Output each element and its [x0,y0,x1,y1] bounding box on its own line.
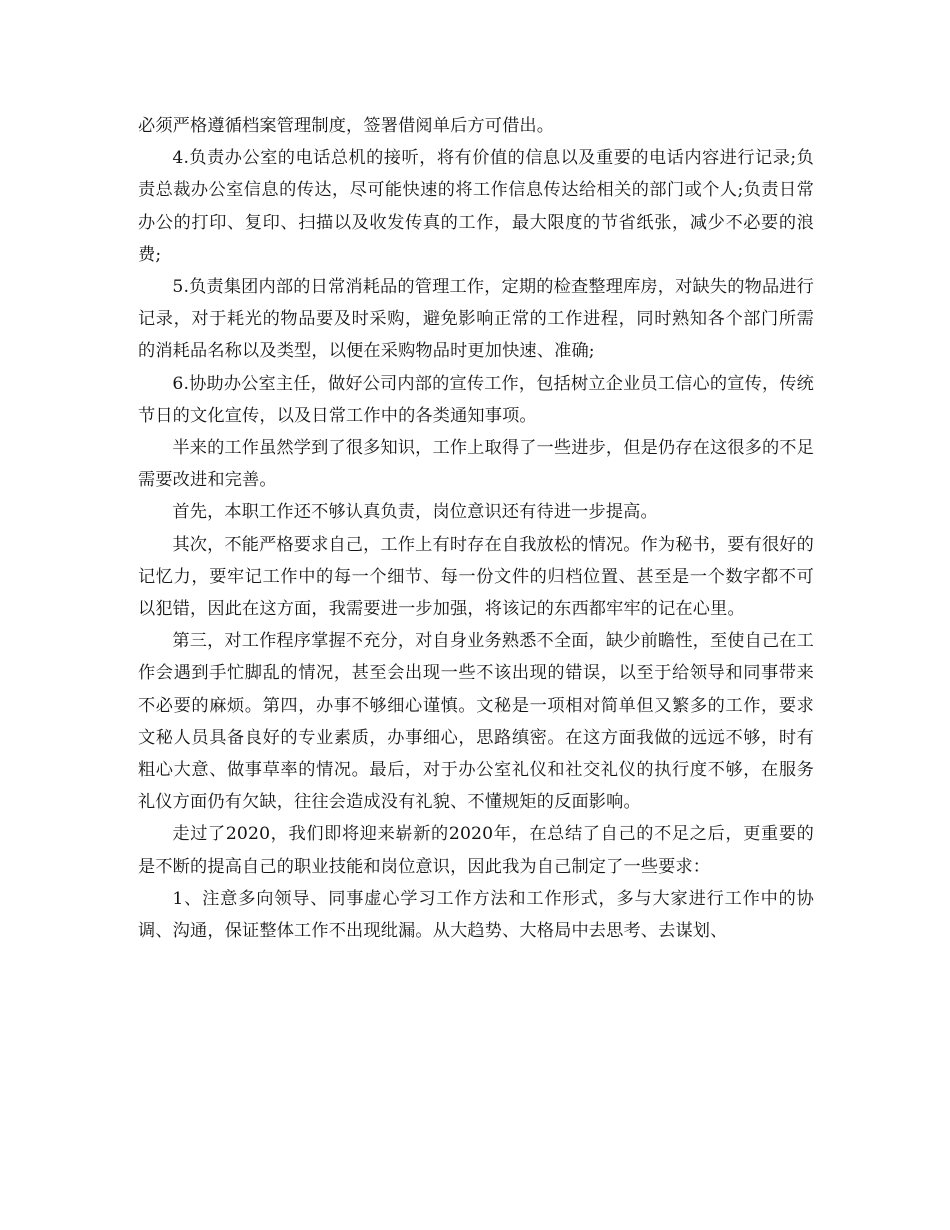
paragraph-item-4: 4.负责办公室的电话总机的接听，将有价值的信息以及重要的电话内容进行记录;负责总裁办公室信息的传达，尽可能快速的将工作信息传达给相关的部门或个人;负责日常办公的打印、复印、扫描以及收发传真的工作，最大限度的节省纸张，减少不必要的浪费; [138,148,814,265]
paragraph-third: 第三，对工作程序掌握不充分，对自身业务熟悉不全面，缺少前瞻性，至使自己在工作会遇到手忙脚乱的情况，甚至会出现一些不该出现的错误，以至于给领导和同事带来不必要的麻烦。第四，办事不够细心谨慎。文秘是一项相对简单但又繁多的工作，要求文秘人员具备良好的专业素质，办事细心，思路缜密。在这方面我做的远远不够，时有粗心大意、做事草率的情况。最后，对于办公室礼仪和社交礼仪的执行度不够，在服务礼仪方面仍有欠缺，往往会造成没有礼貌、不懂规矩的反面影响。 [138,631,814,813]
paragraph-continuation: 必须严格遵循档案管理制度，签署借阅单后方可借出。 [138,116,555,136]
paragraph-first: 首先，本职工作还不够认真负责，岗位意识还有待进一步提高。 [172,502,658,523]
paragraph-requirement-1: 1、注意多向领导、同事虚心学习工作方法和工作形式，多与大家进行工作中的协调、沟通，保证整体工作不出现纰漏。从大趋势、大格局中去思考、去谋划、 [138,888,814,942]
paragraph-shortcomings-intro: 半来的工作虽然学到了很多知识，工作上取得了一些进步，但是仍存在这很多的不足需要改进和完善。 [138,438,814,491]
paragraph-item-6: 6.协助办公室主任，做好公司内部的宣传工作，包括树立企业员工信心的宣传，传统节日的文化宣传，以及日常工作中的各类通知事项。 [138,373,814,426]
paragraph-item-5: 5.负责集团内部的日常消耗品的管理工作，定期的检查整理库房，对缺失的物品进行记录，对于耗光的物品要及时采购，避免影响正常的工作进程，同时熟知各个部门所需的消耗品名称以及类型，以便在采购物品时更加快速、准确; [138,277,814,362]
paragraph-new-year: 走过了2020，我们即将迎来崭新的2020年，在总结了自己的不足之后，更重要的是不断的提高自己的职业技能和岗位意识，因此我为自己制定了一些要求： [138,824,814,877]
document-body [138,110,814,947]
paragraph-second: 其次，不能严格要求自己，工作上有时存在自我放松的情况。作为秘书，要有很好的记忆力，要牢记工作中的每一个细节、每一份文件的归档位置、甚至是一个数字都不可以犯错，因此在这方面，我需要进一步加强，将该记的东西都牢牢的记在心里。 [138,534,814,620]
